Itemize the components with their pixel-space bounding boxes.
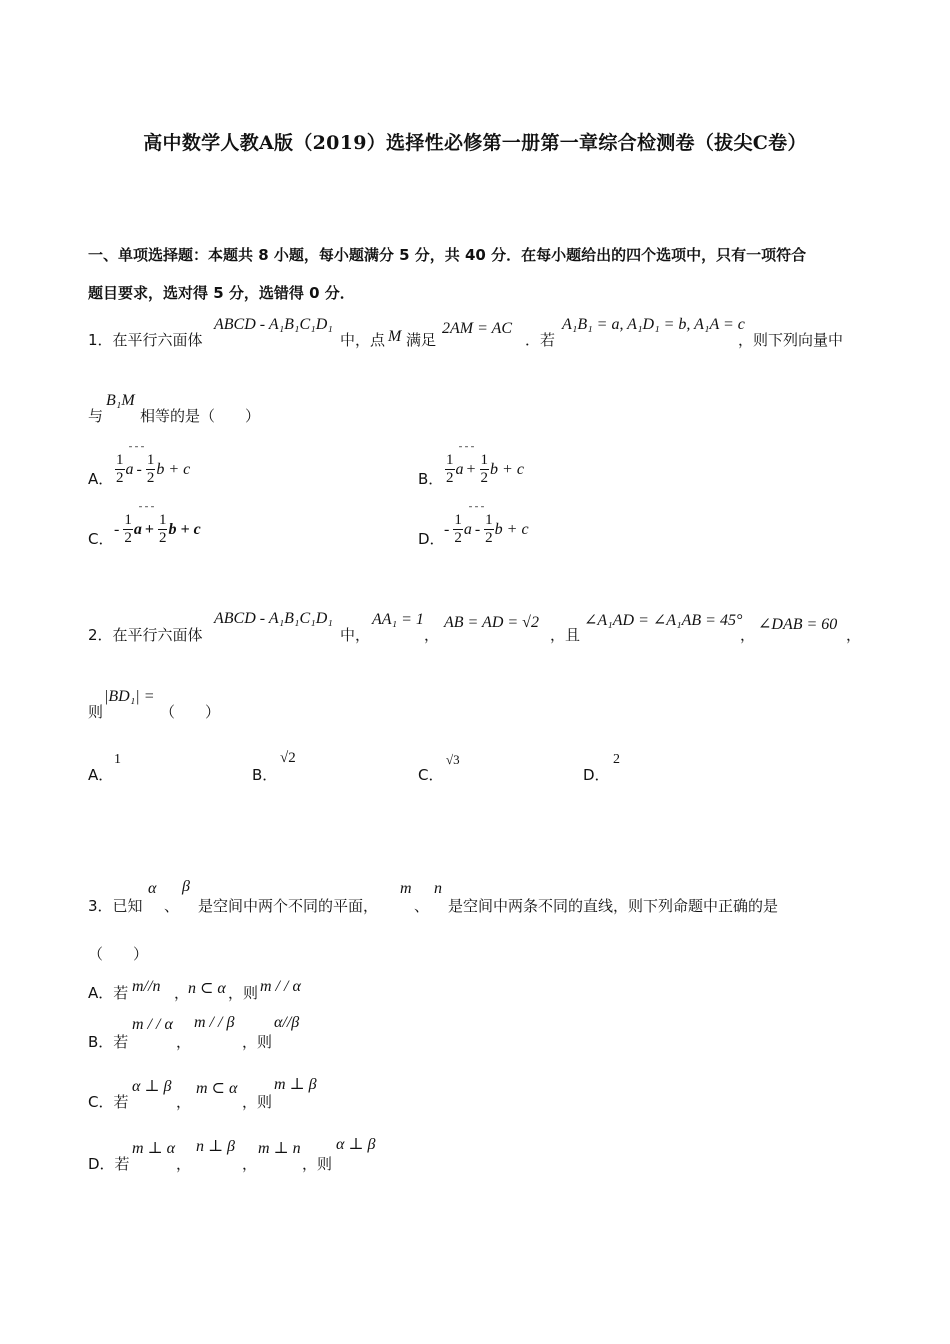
option-value: 1 xyxy=(114,752,121,767)
option-label: A． xyxy=(88,766,114,784)
q3-tail: 是空间中两条不同的直线，则下列命题中正确的是 xyxy=(448,897,779,915)
section-header-line2: 题目要求，选对得 5 分，选错得 0 分． xyxy=(88,284,355,302)
section-header-line1: 一、单项选择题：本题共 8 小题，每小题满分 5 分，共 40 分．在每小题给出的四个选项中，只有一项符合 xyxy=(88,246,807,264)
option-label: C． xyxy=(418,766,444,784)
q3-beta: β xyxy=(182,878,190,895)
option-label: C． xyxy=(88,530,114,548)
q1-point: M xyxy=(388,328,402,345)
option-label: B． xyxy=(418,470,444,488)
q1-vectors: A₁B₁ = a, A₁D₁ = b, A₁A = c xyxy=(562,316,745,333)
q2-c5: ， xyxy=(846,626,862,644)
q3-mid: 是空间中两个不同的平面， xyxy=(198,897,379,915)
q2-angle2: ∠DAB = 60 xyxy=(758,616,838,633)
option-label: D． xyxy=(418,530,445,548)
option-label: B． xyxy=(252,766,278,784)
q2-prefix: 2．在平行六面体 xyxy=(88,626,203,644)
option-label: D． xyxy=(583,766,610,784)
q2-aa1: AA₁ = 1 xyxy=(372,611,424,628)
option-label: A． xyxy=(88,470,114,488)
q2-line2-tail: （ ） xyxy=(160,703,221,721)
q2-bd1: |BD₁| = xyxy=(104,688,155,705)
q2-angle1: ∠A₁AD = ∠A₁AB = 45° xyxy=(584,612,743,629)
q3-m: m xyxy=(400,880,412,897)
q2-c1: 中， xyxy=(340,626,371,644)
vector-arrows: ¯¯¯ xyxy=(128,446,146,457)
q1-condition: 2AM = AC xyxy=(442,320,513,337)
q1-mid2: 满足 xyxy=(406,331,437,349)
q2-solid: ABCD - A₁B₁C₁D₁ xyxy=(214,610,333,627)
q3-sep2: 、 xyxy=(414,897,430,915)
option-value: 2 xyxy=(613,752,620,767)
vector-arrows: ¯¯¯ xyxy=(458,446,476,457)
q3-alpha: α xyxy=(148,880,157,897)
q3-sep1: 、 xyxy=(164,897,180,915)
q1-tail: ，则下列向量中 xyxy=(738,331,844,349)
q1-solid: ABCD - A₁B₁C₁D₁ xyxy=(214,316,333,333)
page-title: 高中数学人教A版（2019）选择性必修第一册第一章综合检测卷（拔尖C卷） xyxy=(143,132,807,154)
vector-arrows: ¯¯¯ xyxy=(468,506,486,517)
q2-c3: ，且 xyxy=(550,626,581,644)
q2-c2: ， xyxy=(424,626,440,644)
vector-arrows: ¯¯¯ xyxy=(138,506,156,517)
q2-c4: ， xyxy=(740,626,756,644)
q3-n: n xyxy=(434,880,442,897)
q1-mid1: 中，点 xyxy=(340,331,386,349)
q2-ab-ad: AB = AD = √2 xyxy=(444,614,539,631)
q3-line2: （ ） xyxy=(88,945,149,963)
option-value: √3 xyxy=(446,752,460,767)
q1-line2-prefix: 与 xyxy=(88,407,104,425)
q1-vector-b1m: B₁M xyxy=(106,392,135,409)
q3-prefix: 3．已知 xyxy=(88,897,143,915)
option-value: √2 xyxy=(280,750,296,766)
q1-prefix: 1．在平行六面体 xyxy=(88,331,203,349)
q1-line2-tail: 相等的是（ ） xyxy=(140,407,261,425)
q2-line2-prefix: 则 xyxy=(88,703,104,721)
q1-mid3: ．若 xyxy=(525,331,556,349)
